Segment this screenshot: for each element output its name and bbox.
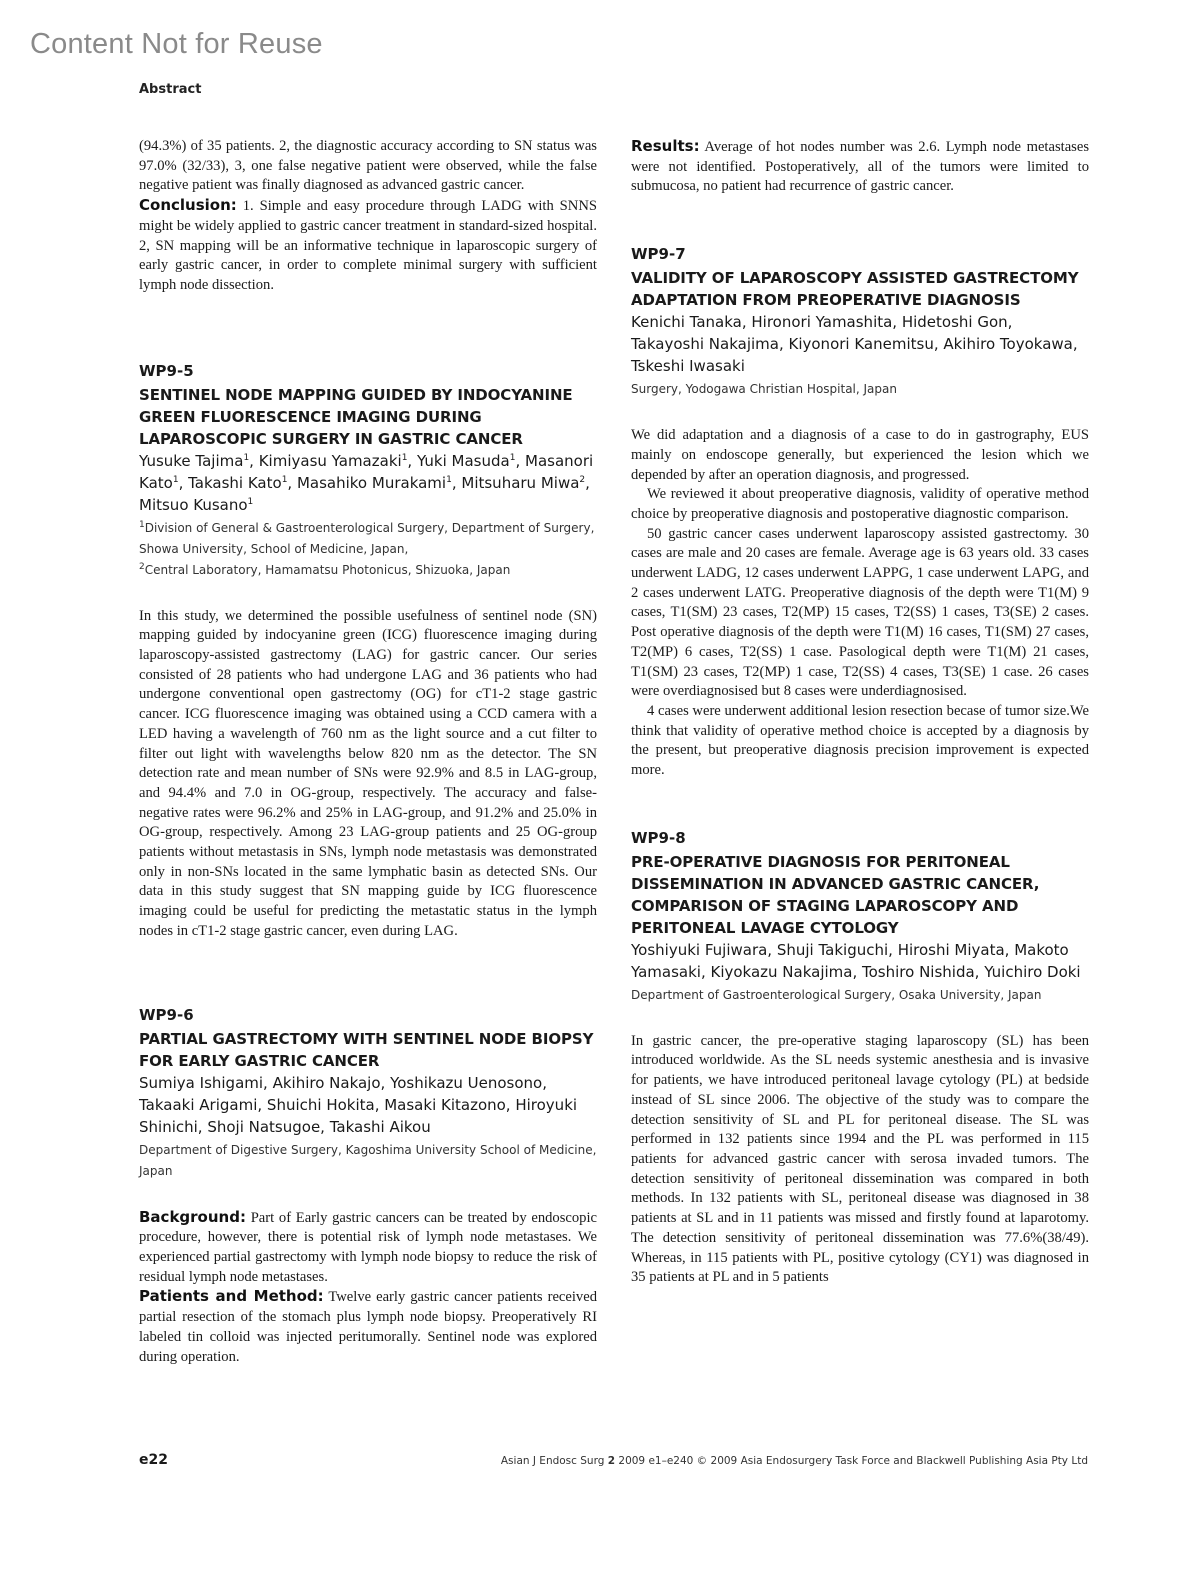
abstract-title: VALIDITY OF LAPAROSCOPY ASSISTED GASTRECTOMY ADAPTATION FROM PREOPERATIVE DIAGNOSIS	[631, 269, 1079, 310]
author-affiliation-marker: 1	[281, 474, 288, 485]
body-paragraph: 50 gastric cancer cases underwent laparoscopy assisted gastrectomy. 30 cases are male and 20 cases are female. Average age is 63 years old. 33 cases underwent LADG, 12 cases underwent LAPPG, 1 case underwent LAPG, and 2 cases underwent LATG. Preoperative diagnosis of the depth were T1(M) 9 cases, T1(SM) 23 cases, T2(MP) 15 cases, T2(SS) 1 cases, T3(SE) 2 cases. Post operative diagnosis of the depth were T1(M) 16 cases, T1(SM) 27 cases, T2(MP) 6 cases, T2(SS) 1 case. Pasological depth were T1(M) 21 cases, T1(SM) 23 cases, T2(MP) 1 case, T2(SS) 4 cases, T3(SE) 1 case. 26 cases were overdiagnosised but 8 cases were underdiagnosised.	[631, 525, 1089, 700]
abstract-title: SENTINEL NODE MAPPING GUIDED BY INDOCYANINE GREEN FLUORESCENCE IMAGING DURING LAPAROSCOPIC SURGERY IN GASTRIC CANCER	[139, 385, 573, 448]
conclusion-text: 1. Simple and easy procedure through LADG with SNNS might be widely applied to gastric cancer treatment in standard-sized hospital. 2, SN mapping will be an informative technique in laparoscopic surgery of early gastric cancer, in order to complete minimal surgery with sufficient lymph node dissection.	[139, 198, 597, 293]
abstract-authors: Kenichi Tanaka, Hironori Yamashita, Hidetoshi Gon, Takayoshi Nakajima, Kiyonori Kanemitsu, Akihiro Toyokawa, Tskeshi Iwasaki	[631, 313, 1078, 376]
affiliation-marker: 2	[139, 561, 145, 572]
abstract-id: WP9-7	[631, 245, 686, 264]
abstract-affiliation: Department of Digestive Surgery, Kagoshima University School of Medicine, Japan	[139, 1142, 597, 1178]
page-number: e22	[139, 1452, 168, 1468]
author-name: Yusuke Tajima	[139, 451, 244, 470]
methods-label: Patients and Method:	[139, 1287, 324, 1306]
background-paragraph	[139, 1208, 597, 1288]
abstract-id: WP9-6	[139, 1005, 194, 1024]
continued-paragraph: (94.3%) of 35 patients. 2, the diagnostic accuracy according to SN status was 97.0% (32/33), 3, one false negative patient were observed, while the false negative patient was finally diagnosed as advanced gastric cancer.	[139, 138, 597, 194]
author-affiliation-marker: 1	[247, 496, 254, 507]
conclusion-paragraph	[139, 196, 597, 296]
affiliation-marker: 1	[139, 519, 145, 530]
journal-name: Asian J Endosc Surg	[500, 1455, 605, 1467]
abstract-authors: Sumiya Ishigami, Akihiro Nakajo, Yoshikazu Uenosono, Takaaki Arigami, Shuichi Hokita, Masaki Kitazono, Hiroyuki Shinichi, Shoji Natsugoe, Takashi Aikou	[139, 1073, 578, 1136]
abstract-title: PRE-OPERATIVE DIAGNOSIS FOR PERITONEAL DISSEMINATION IN ADVANCED GASTRIC CANCER, COMPARISON OF STAGING LAPAROSCOPY AND PERITONEAL LAVAGE CYTOLOGY	[631, 852, 1040, 937]
results-paragraph	[631, 137, 1089, 197]
methods-text: Twelve early gastric cancer patients received partial resection of the stomach plus lymph node biopsy. Preoperatively RI labeled tin colloid was injected peritumorally. Sentinel node was explored during operation.	[139, 1289, 597, 1365]
conclusion-label: Conclusion:	[139, 196, 237, 215]
author-name: Takashi Kato	[188, 473, 282, 492]
background-label: Background:	[139, 1207, 246, 1226]
results-text: Average of hot nodes number was 2.6. Lymph node metastases were not identified. Postoperatively, all of the tumors were limited to submucosa, no patient had recurrence of gastric cancer.	[631, 139, 1090, 195]
abstract-wp9-8	[631, 829, 1089, 1288]
author-affiliation-marker: 1	[401, 452, 408, 463]
results-label: Results:	[631, 137, 700, 155]
abstract-affiliation	[139, 518, 597, 581]
journal-rest: 2009 e1–e240 © 2009 Asia Endosurgery Task Force and Blackwell Publishing Asia Pty Ltd	[618, 1455, 1088, 1467]
journal-volume: 2	[607, 1455, 616, 1467]
author-name: Masahiko Murakami	[296, 473, 447, 492]
abstract-affiliation: Department of Gastroenterological Surgery, Osaka University, Japan	[631, 987, 1042, 1002]
affiliation-text: Central Laboratory, Hamamatsu Photonicus, Shizuoka, Japan	[144, 562, 511, 577]
abstract-body: In this study, we determined the possible usefulness of sentinel node (SN) mapping guided by indocyanine green (ICG) fluorescence imaging during laparoscopy-assisted gastrectomy (LAG) for gastric cancer. Our series consisted of 28 patients who had undergone LAG and 36 patients who had undergone conventional open gastrectomy (OG) for cT1-2 stage gastric cancer. ICG fluorescence imaging was obtained using a CCD camera with a LED having a wavelength of 760 nm as the light source and a cut filter to filter out light with wavelengths below 820 nm as the detector. The SN detection rate and mean number of SNs were 92.9% and 8.5 in LAG-group, and 94.4% and 7.0 in OG-group, respectively. The accuracy and false-negative rates were 96.2% and 25% in LAG-group, and 91.2% and 25.0% in OG-group, respectively. Among 23 LAG-group patients and 25 OG-group patients without metastasis in SNs, lymph node metastasis was demonstrated only in non-SNs located in the same lymphatic basin as detected SNs. Our data in this study suggest that SN mapping guide by ICG fluorescence imaging could be useful for predicting the metastatic status in the lymph nodes in cT1-2 stage gastric cancer, even during LAG.	[139, 607, 597, 939]
author-name: Masanori Kato	[139, 451, 594, 492]
author-name: Yuki Masuda	[416, 451, 510, 470]
abstract-wp9-6	[139, 1006, 597, 1368]
author-affiliation-marker: 1	[243, 452, 250, 463]
body-paragraph: 4 cases were underwent additional lesion resection becase of tumor size.We think that validity of operative method choice is accepted by a diagnosis by the present, but preoperative diagnosis precision improvement is expected more.	[631, 702, 1089, 779]
author-affiliation-marker: 2	[579, 474, 586, 485]
journal-citation	[501, 1455, 1088, 1467]
abstract-authors: Yoshiyuki Fujiwara, Shuji Takiguchi, Hiroshi Miyata, Makoto Yamasaki, Kiyokazu Nakajima, Toshiro Nishida, Yuichiro Doki	[631, 940, 1081, 981]
watermark: Content Not for Reuse	[30, 28, 323, 60]
abstract-id: WP9-5	[139, 361, 194, 380]
abstract-body: In gastric cancer, the pre-operative staging laparoscopy (SL) has been introduced worldwide. As the SL needs systemic anesthesia and is invasive for patients, we have introduced peritoneal lavage cytology (PL) at bedside instead of SL since 2006. The objective of the study was to compare the detection sensitivity of SL and PL for peritoneal disease. The SL was performed in 132 patients since 1994 and the PL was performed in 115 patients for advanced gastric cancer with serosa invaded tumors. The detection sensitivity of peritoneal dissemination was compared in both methods. In 132 patients with SL, peritoneal disease was diagnosed in 38 patients at SL and in 11 patients was missed and firstly found at laparotomy. The detection sensitivity of peritoneal dissemination was 77.6%(38/49). Whereas, in 115 patients with PL, positive cytology (CY1) was diagnosed in 35 patients at PL and in 5 patients	[631, 1032, 1089, 1286]
abstract-wp9-5	[139, 362, 597, 942]
section-label: Abstract	[139, 82, 202, 97]
left-column	[139, 137, 597, 1367]
body-paragraph: We reviewed it about preoperative diagnosis, validity of operative method choice by preoperative diagnosis and postoperative diagnostic comparison.	[631, 486, 1089, 522]
affiliation-text: Division of General & Gastroenterological Surgery, Department of Surgery, Showa University, School of Medicine, Japan,	[139, 520, 595, 556]
abstract-authors: Yusuke Tajima$^1$, Kimiyasu Yamazaki$^1$, Yuki Masuda$^1$, Masanori Kato$^1$, Takashi Kato$^1$, Masahiko Murakami$^1$, Mitsuharu Miwa$^2$, Mitsuo Kusano$^1$	[139, 451, 594, 514]
background-text: Part of Early gastric cancers can be treated by endoscopic procedure, however, there is potential risk of lymph node metastases. We experienced partial gastrectomy with lymph node biopsy to reduce the risk of residual lymph node metastases.	[139, 1209, 597, 1285]
author-name: Mitsuo Kusano	[139, 495, 248, 514]
methods-paragraph	[139, 1287, 597, 1367]
body-paragraph: We did adaptation and a diagnosis of a case to do in gastrography, EUS mainly on endoscope generally, but experienced the lesion which we depended by after an operation diagnosis, and progressed.	[631, 427, 1089, 483]
author-affiliation-marker: 1	[172, 474, 179, 485]
author-affiliation-marker: 1	[509, 452, 516, 463]
author-name: Kimiyasu Yamazaki	[258, 451, 402, 470]
right-column	[631, 137, 1089, 1288]
abstract-wp9-7	[631, 245, 1089, 781]
abstract-affiliation: Surgery, Yodogawa Christian Hospital, Japan	[631, 382, 897, 397]
abstract-id: WP9-8	[631, 828, 686, 847]
author-name: Mitsuharu Miwa	[461, 473, 580, 492]
abstract-title: PARTIAL GASTRECTOMY WITH SENTINEL NODE BIOPSY FOR EARLY GASTRIC CANCER	[139, 1029, 594, 1070]
author-affiliation-marker: 1	[446, 474, 452, 485]
